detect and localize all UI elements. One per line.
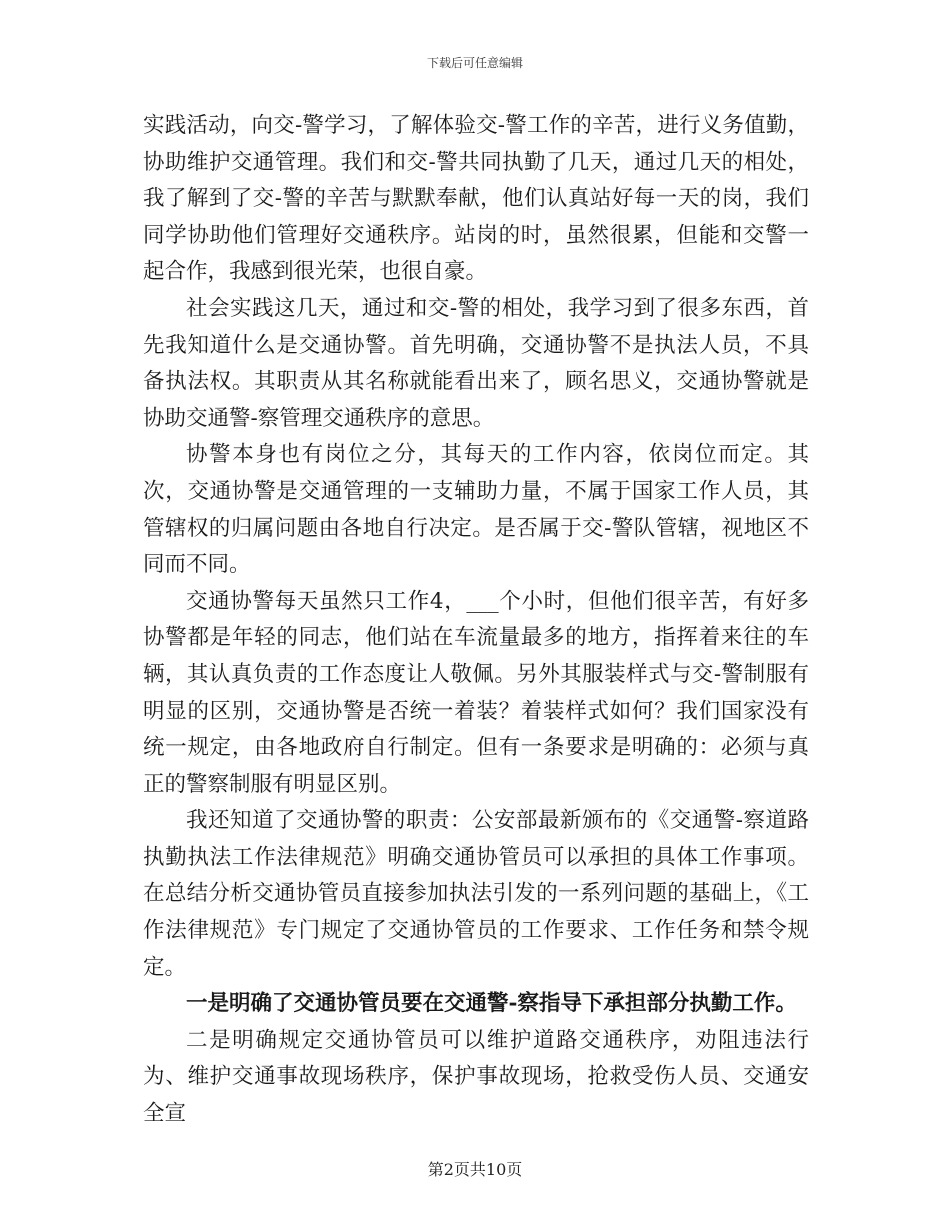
document-body: [143, 108, 809, 1133]
paragraph-6: 一是明确了交通协管员要在交通警-察指导下承担部分执勤工作。: [186, 991, 797, 1017]
paragraph-3: 协警本身也有岗位之分，其每天的工作内容，依岗位而定。其次，交通协警是交通管理的一支辅助力量，不属于国家工作人员，其管辖权的归属问题由各地自行决定。是否属于交-警队管辖，视地区不同而不同。: [143, 442, 809, 578]
paragraph-1: 实践活动，向交-警学习，了解体验交-警工作的辛苦，进行义务值勤，协助维护交通管理。我们和交-警共同执勤了几天，通过几天的相处，我了解到了交-警的辛苦与默默奉献，他们认真站好每一天的岗，我们同学协助他们管理好交通秩序。站岗的时，虽然很累，但能和交警一起合作，我感到很光荣，也很自豪。: [143, 113, 809, 285]
paragraph-5: 我还知道了交通协警的职责：公安部最新颁布的《交通警-察道路执勤执法工作法律规范》明确交通协管员可以承担的具体工作事项。在总结分析交通协管员直接参加执法引发的一系列问题的基础上，《工作法律规范》专门规定了交通协管员的工作要求、工作任务和禁令规定。: [143, 808, 809, 980]
paragraph-7: 二是明确规定交通协管员可以维护道路交通秩序，劝阻违法行为、维护交通事故现场秩序，保护事故现场，抢救受伤人员、交通安全宣: [143, 1027, 809, 1127]
page-header: 下载后可任意编辑: [426, 56, 523, 70]
paragraph-2: 社会实践这几天，通过和交-警的相处，我学习到了很多东西，首先我知道什么是交通协警。首先明确，交通协警不是执法人员，不具备执法权。其职责从其名称就能看出来了，顾名思义，交通协警就是协助交通警-察管理交通秩序的意思。: [143, 295, 809, 431]
page-footer: 第2页共10页: [427, 1160, 523, 1179]
paragraph-4: 交通协警每天虽然只工作4，___个小时，但他们很辛苦，有好多协警都是年轻的同志，他们站在车流量最多的地方，指挥着来往的车辆，其认真负责的工作态度让人敬佩。另外其服装样式与交-警制服有明显的区别，交通协警是否统一着装？着装样式如何？我们国家没有统一规定，由各地政府自行制定。但有一条要求是明确的：必须与真正的警察制服有明显区别。: [143, 588, 809, 797]
